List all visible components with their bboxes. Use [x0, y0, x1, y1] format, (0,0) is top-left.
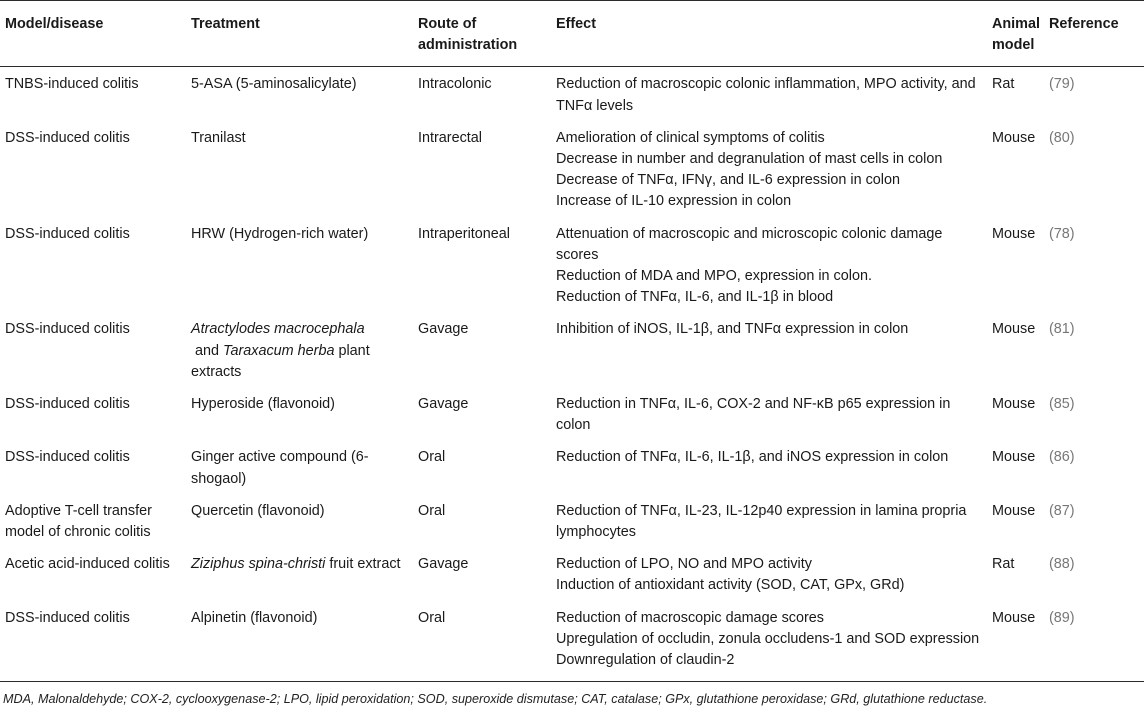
- cell-effect: [551, 548, 987, 601]
- effect-line: Reduction of TNFα, IL-6, and IL-1β in blood: [556, 289, 834, 306]
- table-footnote: MDA, Malonaldehyde; COX-2, cyclooxygenase-2; LPO, lipid peroxidation; SOD, superoxide dismutase; CAT, catalase; GPx, glutathione peroxidase; GRd, glutathione reductase.: [3, 692, 988, 706]
- effect-line: Induction of antioxidant activity (SOD, CAT, GPx, GRd): [556, 577, 905, 594]
- cell-route: Gavage: [418, 321, 469, 338]
- table-row: [0, 67, 1144, 122]
- effect-line: Increase of IL-10 expression in colon: [556, 193, 792, 210]
- cell-model: DSS-induced colitis: [5, 225, 130, 242]
- cell-route: Intrarectal: [418, 129, 482, 146]
- treatment-species-name: Ziziphus spina-christi: [191, 556, 326, 573]
- cell-treatment: 5-ASA (5-aminosalicylate): [191, 76, 357, 93]
- cell-route: Intraperitoneal: [418, 225, 511, 242]
- cell-animal: Rat: [992, 556, 1015, 573]
- reference-link[interactable]: (87): [1049, 502, 1075, 519]
- effect-line: Attenuation of macroscopic and microscopic colonic damage scores: [556, 225, 943, 263]
- effect-line: Downregulation of claudin-2: [556, 652, 735, 669]
- reference-link[interactable]: (85): [1049, 396, 1075, 413]
- cell-treatment: HRW (Hydrogen-rich water): [191, 225, 369, 242]
- table-row: [0, 388, 1144, 441]
- table-row: [0, 548, 1144, 601]
- table-row: [0, 122, 1144, 218]
- cell-route: Intracolonic: [418, 76, 492, 93]
- effect-line: Decrease of TNFα, IFNγ, and IL-6 expression in colon: [556, 172, 900, 189]
- effect-line: Inhibition of iNOS, IL-1β, and TNFα expression in colon: [556, 321, 909, 338]
- table-row: [0, 218, 1144, 314]
- header-animal-line2: model: [992, 37, 1035, 54]
- cell-model: DSS-induced colitis: [5, 396, 130, 413]
- effect-line: Reduction of TNFα, IL-6, IL-1β, and iNOS expression in colon: [556, 449, 949, 466]
- table-row: [0, 441, 1144, 494]
- cell-effect: [551, 122, 987, 218]
- cell-treatment: [186, 548, 413, 601]
- table-row: [0, 313, 1144, 388]
- cell-route: Gavage: [418, 556, 469, 573]
- header-animal-line1: Animal: [992, 16, 1040, 32]
- cell-animal: Mouse: [987, 602, 1044, 682]
- cell-model: DSS-induced colitis: [5, 129, 130, 146]
- header-animal: [987, 1, 1044, 67]
- cell-animal: Mouse: [992, 321, 1036, 338]
- cell-effect: [551, 67, 987, 122]
- effect-line: Amelioration of clinical symptoms of colitis: [556, 129, 825, 146]
- cell-model: DSS-induced colitis: [5, 321, 130, 338]
- header-effect: Effect: [551, 1, 987, 67]
- cell-route: Oral: [418, 449, 446, 466]
- cell-animal: Mouse: [992, 129, 1036, 146]
- effect-line: Reduction of macroscopic damage scores: [556, 609, 824, 626]
- effect-line: Reduction of macroscopic colonic inflammation, MPO activity, and TNFα levels: [556, 76, 976, 114]
- header-route-line2: administration: [418, 37, 518, 54]
- effect-line: Reduction of MDA and MPO, expression in colon.: [556, 268, 872, 285]
- cell-model: Acetic acid-induced colitis: [5, 556, 170, 573]
- cell-model: DSS-induced colitis: [0, 602, 186, 682]
- header-reference: Reference: [1044, 1, 1144, 67]
- effect-line: Reduction in TNFα, IL-6, COX-2 and NF-κB p65 expression in colon: [556, 396, 951, 434]
- cell-model: Adoptive T-cell transfer model of chronic colitis: [5, 502, 152, 541]
- reference-link[interactable]: (79): [1049, 76, 1075, 93]
- cell-animal: Rat: [992, 76, 1015, 93]
- cell-treatment: Quercetin (flavonoid): [191, 502, 325, 519]
- reference-link[interactable]: (89): [1044, 602, 1144, 682]
- cell-treatment: [186, 313, 413, 388]
- treatment-text: plant extracts: [191, 342, 370, 380]
- table-header: [0, 1, 1144, 67]
- cell-effect: [551, 495, 987, 548]
- reference-link[interactable]: (78): [1049, 225, 1075, 242]
- effect-line: Upregulation of occludin, zonula occludens-1 and SOD expression: [556, 630, 980, 647]
- reference-link[interactable]: (88): [1049, 556, 1075, 573]
- cell-treatment: Alpinetin (flavonoid): [186, 602, 413, 682]
- cell-route: Gavage: [418, 396, 469, 413]
- treatment-text: and: [191, 342, 224, 359]
- reference-link[interactable]: (80): [1049, 129, 1075, 146]
- cell-route: Oral: [418, 502, 446, 519]
- effect-line: Reduction of LPO, NO and MPO activity: [556, 556, 812, 573]
- cell-effect: [551, 441, 987, 494]
- cell-animal: Mouse: [992, 449, 1036, 466]
- treatment-species-name: Atractylodes macrocephala: [191, 321, 365, 338]
- treatment-text: fruit extract: [325, 556, 401, 573]
- cell-animal: Mouse: [992, 225, 1036, 242]
- cell-treatment: Hyperoside (flavonoid): [191, 396, 335, 413]
- header-route-line1: Route of: [418, 16, 477, 32]
- cell-effect: [551, 602, 987, 682]
- cell-effect: [551, 388, 987, 441]
- effect-line: Reduction of TNFα, IL-23, IL-12p40 expression in lamina propria lymphocytes: [556, 502, 967, 541]
- cell-animal: Mouse: [992, 396, 1036, 413]
- cell-route: Oral: [413, 602, 551, 682]
- header-route: [413, 1, 551, 67]
- cell-effect: [551, 313, 987, 388]
- table-row: [0, 495, 1144, 548]
- cell-treatment: Tranilast: [191, 129, 246, 146]
- reference-link[interactable]: (86): [1049, 449, 1075, 466]
- treatment-species-name: Taraxacum herba: [223, 342, 335, 359]
- cell-model: TNBS-induced colitis: [5, 76, 139, 93]
- table-row: [0, 602, 1144, 682]
- cell-treatment: Ginger active compound (6-shogaol): [191, 449, 369, 487]
- cell-effect: [551, 218, 987, 314]
- table-body: [0, 67, 1144, 682]
- cell-model: DSS-induced colitis: [5, 449, 130, 466]
- reference-link[interactable]: (81): [1049, 321, 1075, 338]
- header-treatment: Treatment: [186, 1, 413, 67]
- header-model: Model/disease: [0, 1, 186, 67]
- header-row: [0, 1, 1144, 67]
- cell-animal: Mouse: [992, 502, 1036, 519]
- effect-line: Decrease in number and degranulation of mast cells in colon: [556, 151, 943, 168]
